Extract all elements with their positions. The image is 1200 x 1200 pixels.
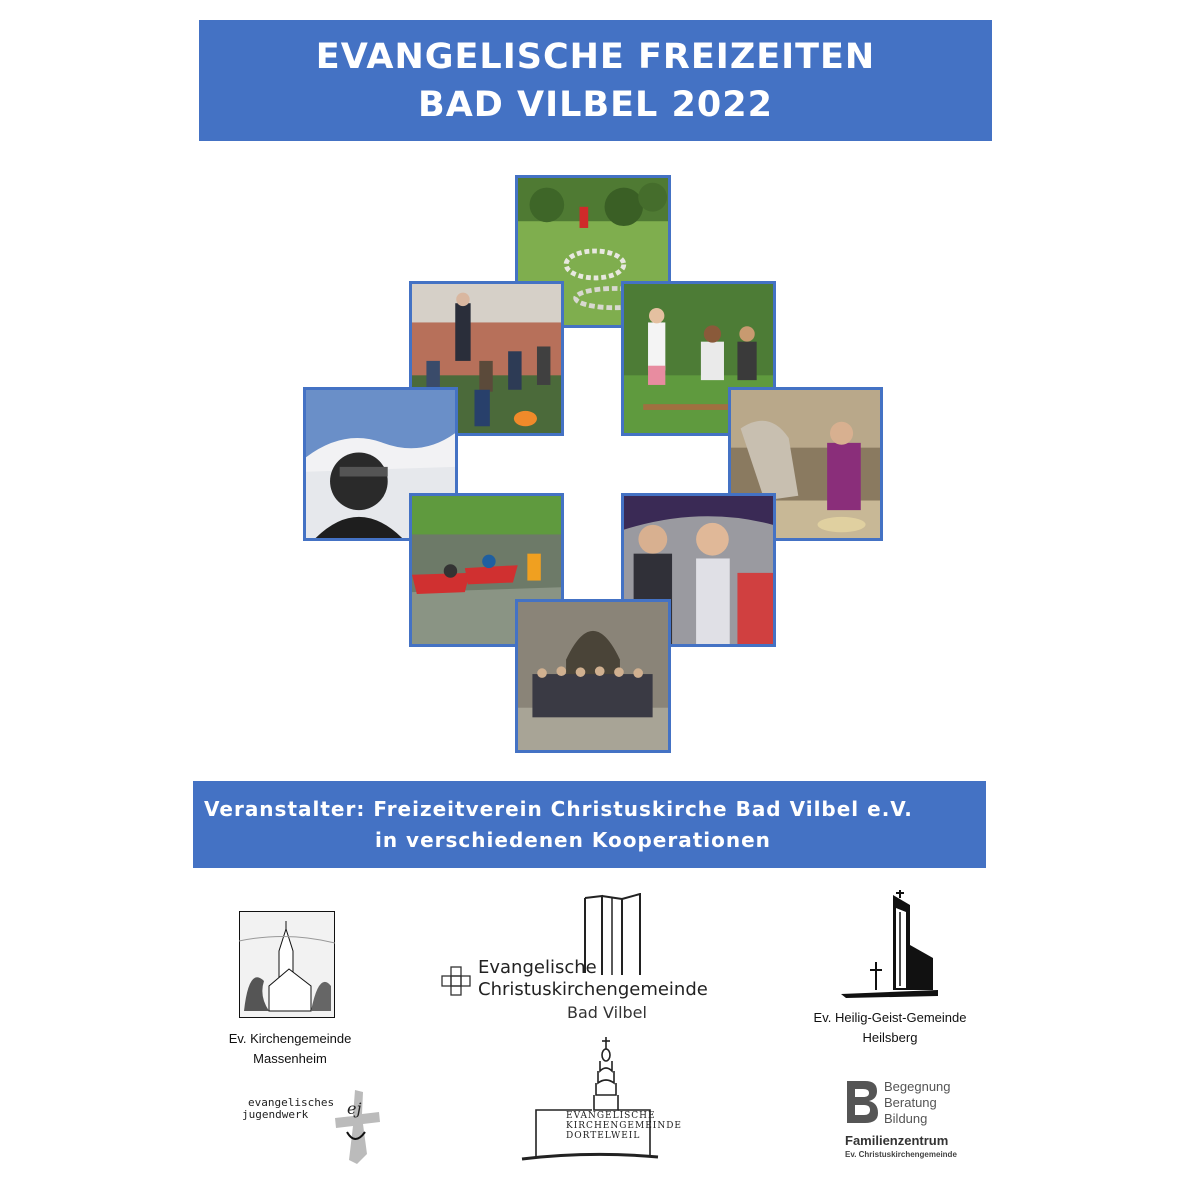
heilig-geist-caption-line-2: Heilsberg [862,1030,918,1045]
title-line-2: BAD VILBEL 2022 [418,84,773,125]
title-banner [199,20,992,141]
christuskirche-line-1: Evangelische [478,957,597,978]
massenheim-caption-line-2: Massenheim [253,1051,327,1066]
heilig-geist-caption [810,1008,970,1048]
heilig-geist-caption-line-1: Ev. Heilig-Geist-Gemeinde [813,1010,967,1025]
svg-text:ej: ej [347,1099,362,1118]
massenheim-caption [205,1029,375,1069]
jugendwerk-cross-icon [333,1088,383,1166]
familienzentrum-pillars [884,1079,951,1127]
title-line-1: EVANGELISCHE FREIZEITEN [315,36,876,77]
massenheim-caption-line-1: Ev. Kirchengemeinde [228,1031,352,1046]
jugendwerk-line-1: evangelisches [248,1096,335,1109]
photo-group-at-cathedral [515,599,671,753]
organizer-line-2: in verschiedenen Kooperationen [375,827,771,852]
christuskirche-line-2: Christuskirchengemeinde [478,979,708,1000]
organizer-banner [193,781,986,868]
cross-grid-icon [441,966,471,996]
pillar-bildung: Bildung [884,1111,928,1126]
dortelweil-name [566,1111,682,1141]
organizer-line-1: Veranstalter: Freizeitverein Christuskirche Bad Vilbel e.V. [204,796,913,821]
dortelweil-church-icon [520,1035,660,1165]
familienzentrum-title: Familienzentrum [845,1133,949,1148]
pillar-begegnung: Begegnung [884,1079,951,1094]
dortelweil-line-1: EVANGELISCHE [566,1111,656,1121]
familienzentrum-b-icon [845,1079,879,1125]
jugendwerk-wordmark [242,1097,334,1121]
christuskirche-city: Bad Vilbel [567,1003,647,1022]
dortelweil-line-2: KIRCHENGEMEINDE [566,1121,682,1131]
massenheim-logo [239,911,335,1018]
christuskirche-name [478,957,708,1001]
pillar-beratung: Beratung [884,1095,937,1110]
dortelweil-line-3: DORTELWEIL [566,1131,641,1141]
familienzentrum-subtitle: Ev. Christuskirchengemeinde [845,1150,957,1159]
heilig-geist-church-icon [838,890,943,1000]
jugendwerk-line-2: jugendwerk [242,1108,309,1121]
